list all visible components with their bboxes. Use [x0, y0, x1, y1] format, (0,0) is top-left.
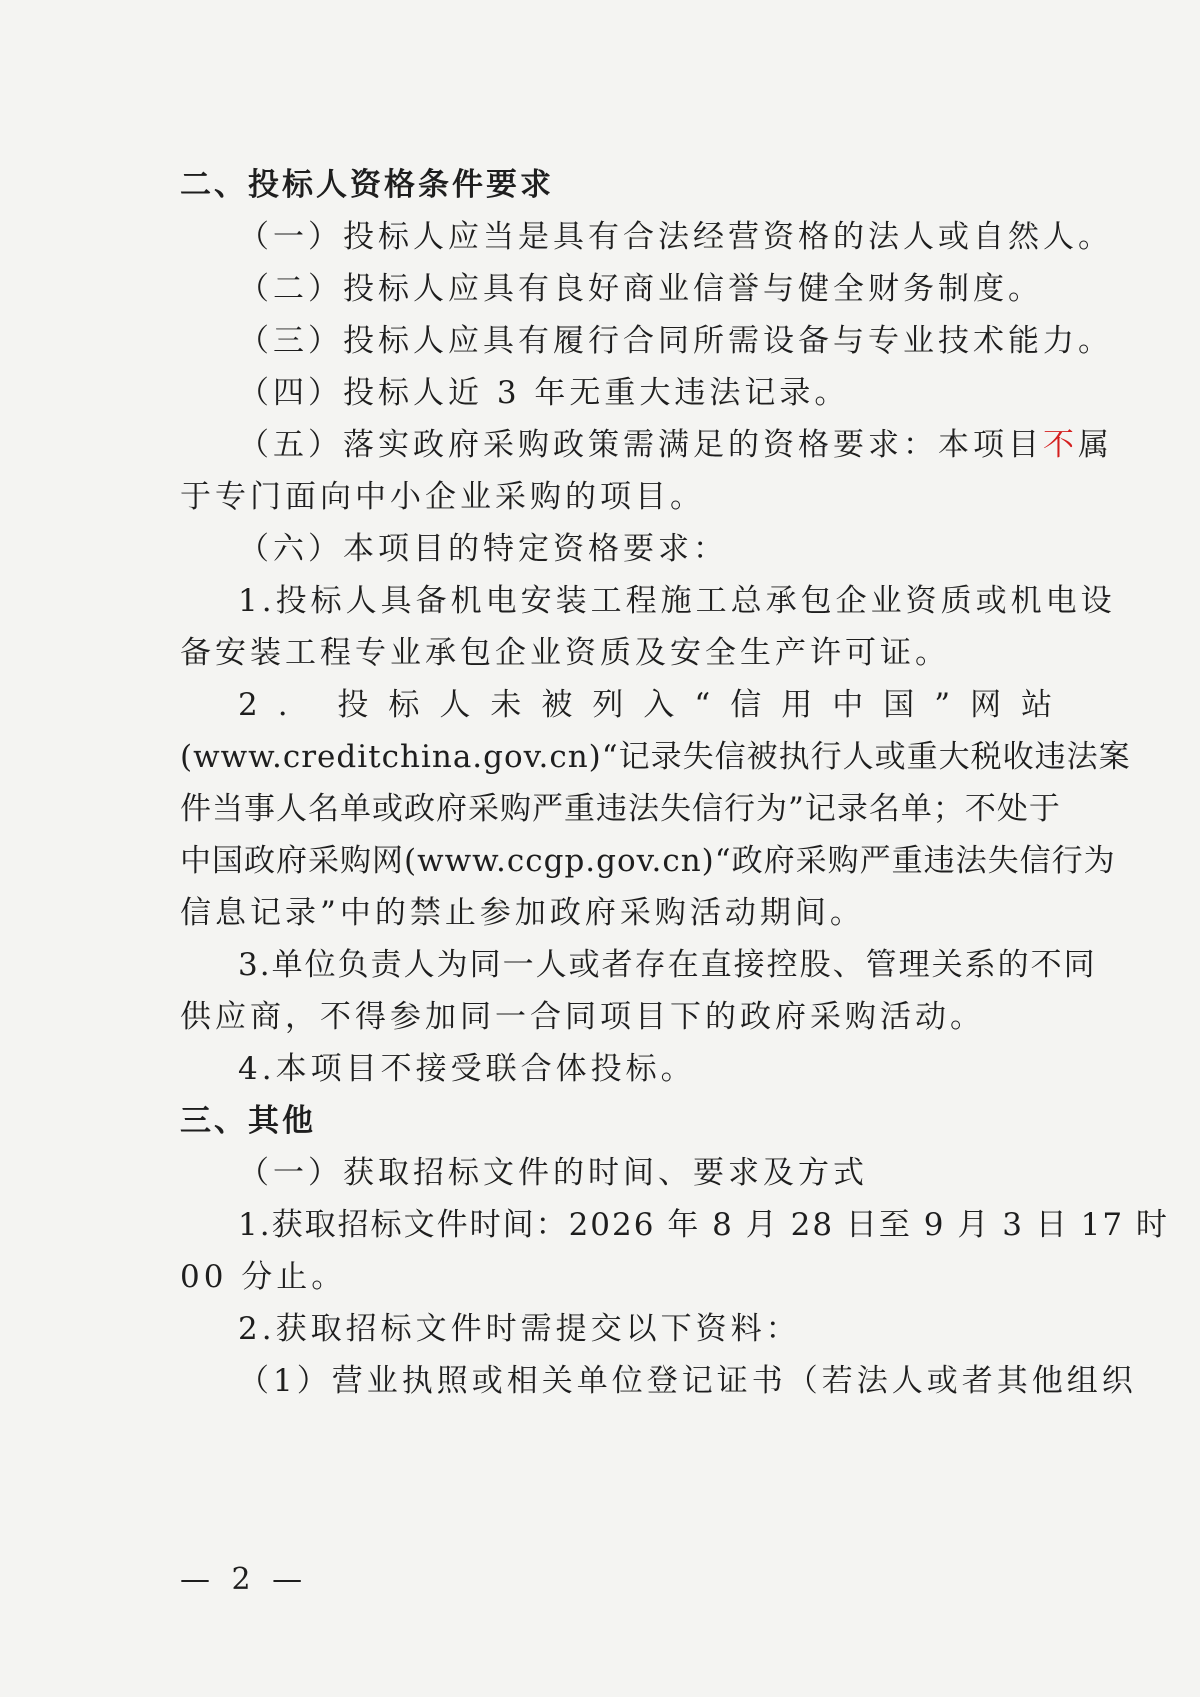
qualification-item-4: （四）投标人近 3 年无重大违法记录。 [238, 375, 850, 411]
other-item-1: （一）获取招标文件的时间、要求及方式 [238, 1155, 868, 1191]
specific-req-2-cont-1: (www.creditchina.gov.cn)“记录失信被执行人或重大税收违法案 [180, 739, 1131, 775]
required-material-1: （1）营业执照或相关单位登记证书（若法人或者其他组织 [238, 1363, 1137, 1399]
specific-req-2-cont-3: 中国政府采购网(www.ccgp.gov.cn)“政府采购严重违法失信行为 [180, 843, 1116, 879]
specific-req-2-cont-4: 信息记录”中的禁止参加政府采购活动期间。 [180, 895, 865, 931]
qualification-item-2: （二）投标人应具有良好商业信誉与健全财务制度。 [238, 271, 1043, 307]
qualification-item-1: （一）投标人应当是具有合法经营资格的法人或自然人。 [238, 219, 1113, 255]
specific-req-2: 2. 投标人未被列入“信用中国”网站 [238, 687, 1073, 723]
page-number: — 2 — [180, 1562, 309, 1597]
specific-req-4: 4.本项目不接受联合体投标。 [238, 1051, 696, 1087]
specific-req-1: 1.投标人具备机电安装工程施工总承包企业资质或机电设 [238, 583, 1116, 619]
acquisition-time: 1.获取招标文件时间：2026 年 8 月 28 日至 9 月 3 日 17 时 [238, 1207, 1169, 1243]
qualification-item-6: （六）本项目的特定资格要求： [238, 531, 728, 567]
item5-text: （五）落实政府采购政策需满足的资格要求：本项目 [238, 427, 1043, 463]
item5-highlight: 不 [1043, 427, 1078, 463]
qualification-item-3: （三）投标人应具有履行合同所需设备与专业技术能力。 [238, 323, 1113, 359]
section-heading-qualifications: 二、投标人资格条件要求 [180, 167, 554, 203]
qualification-item-5-cont: 于专门面向中小企业采购的项目。 [180, 479, 705, 515]
specific-req-3-cont: 供应商，不得参加同一合同项目下的政府采购活动。 [180, 999, 985, 1035]
section-heading-other: 三、其他 [180, 1103, 316, 1139]
specific-req-1-cont: 备安装工程专业承包企业资质及安全生产许可证。 [180, 635, 950, 671]
qualification-item-5 [238, 425, 1113, 465]
required-materials: 2.获取招标文件时需提交以下资料： [238, 1311, 801, 1347]
specific-req-2-cont-2: 件当事人名单或政府采购严重违法失信行为”记录名单；不处于 [180, 791, 1061, 827]
acquisition-time-cont: 00 分止。 [180, 1259, 347, 1295]
item5-text-end: 属 [1078, 427, 1113, 463]
specific-req-3: 3.单位负责人为同一人或者存在直接控股、管理关系的不同 [238, 947, 1097, 983]
